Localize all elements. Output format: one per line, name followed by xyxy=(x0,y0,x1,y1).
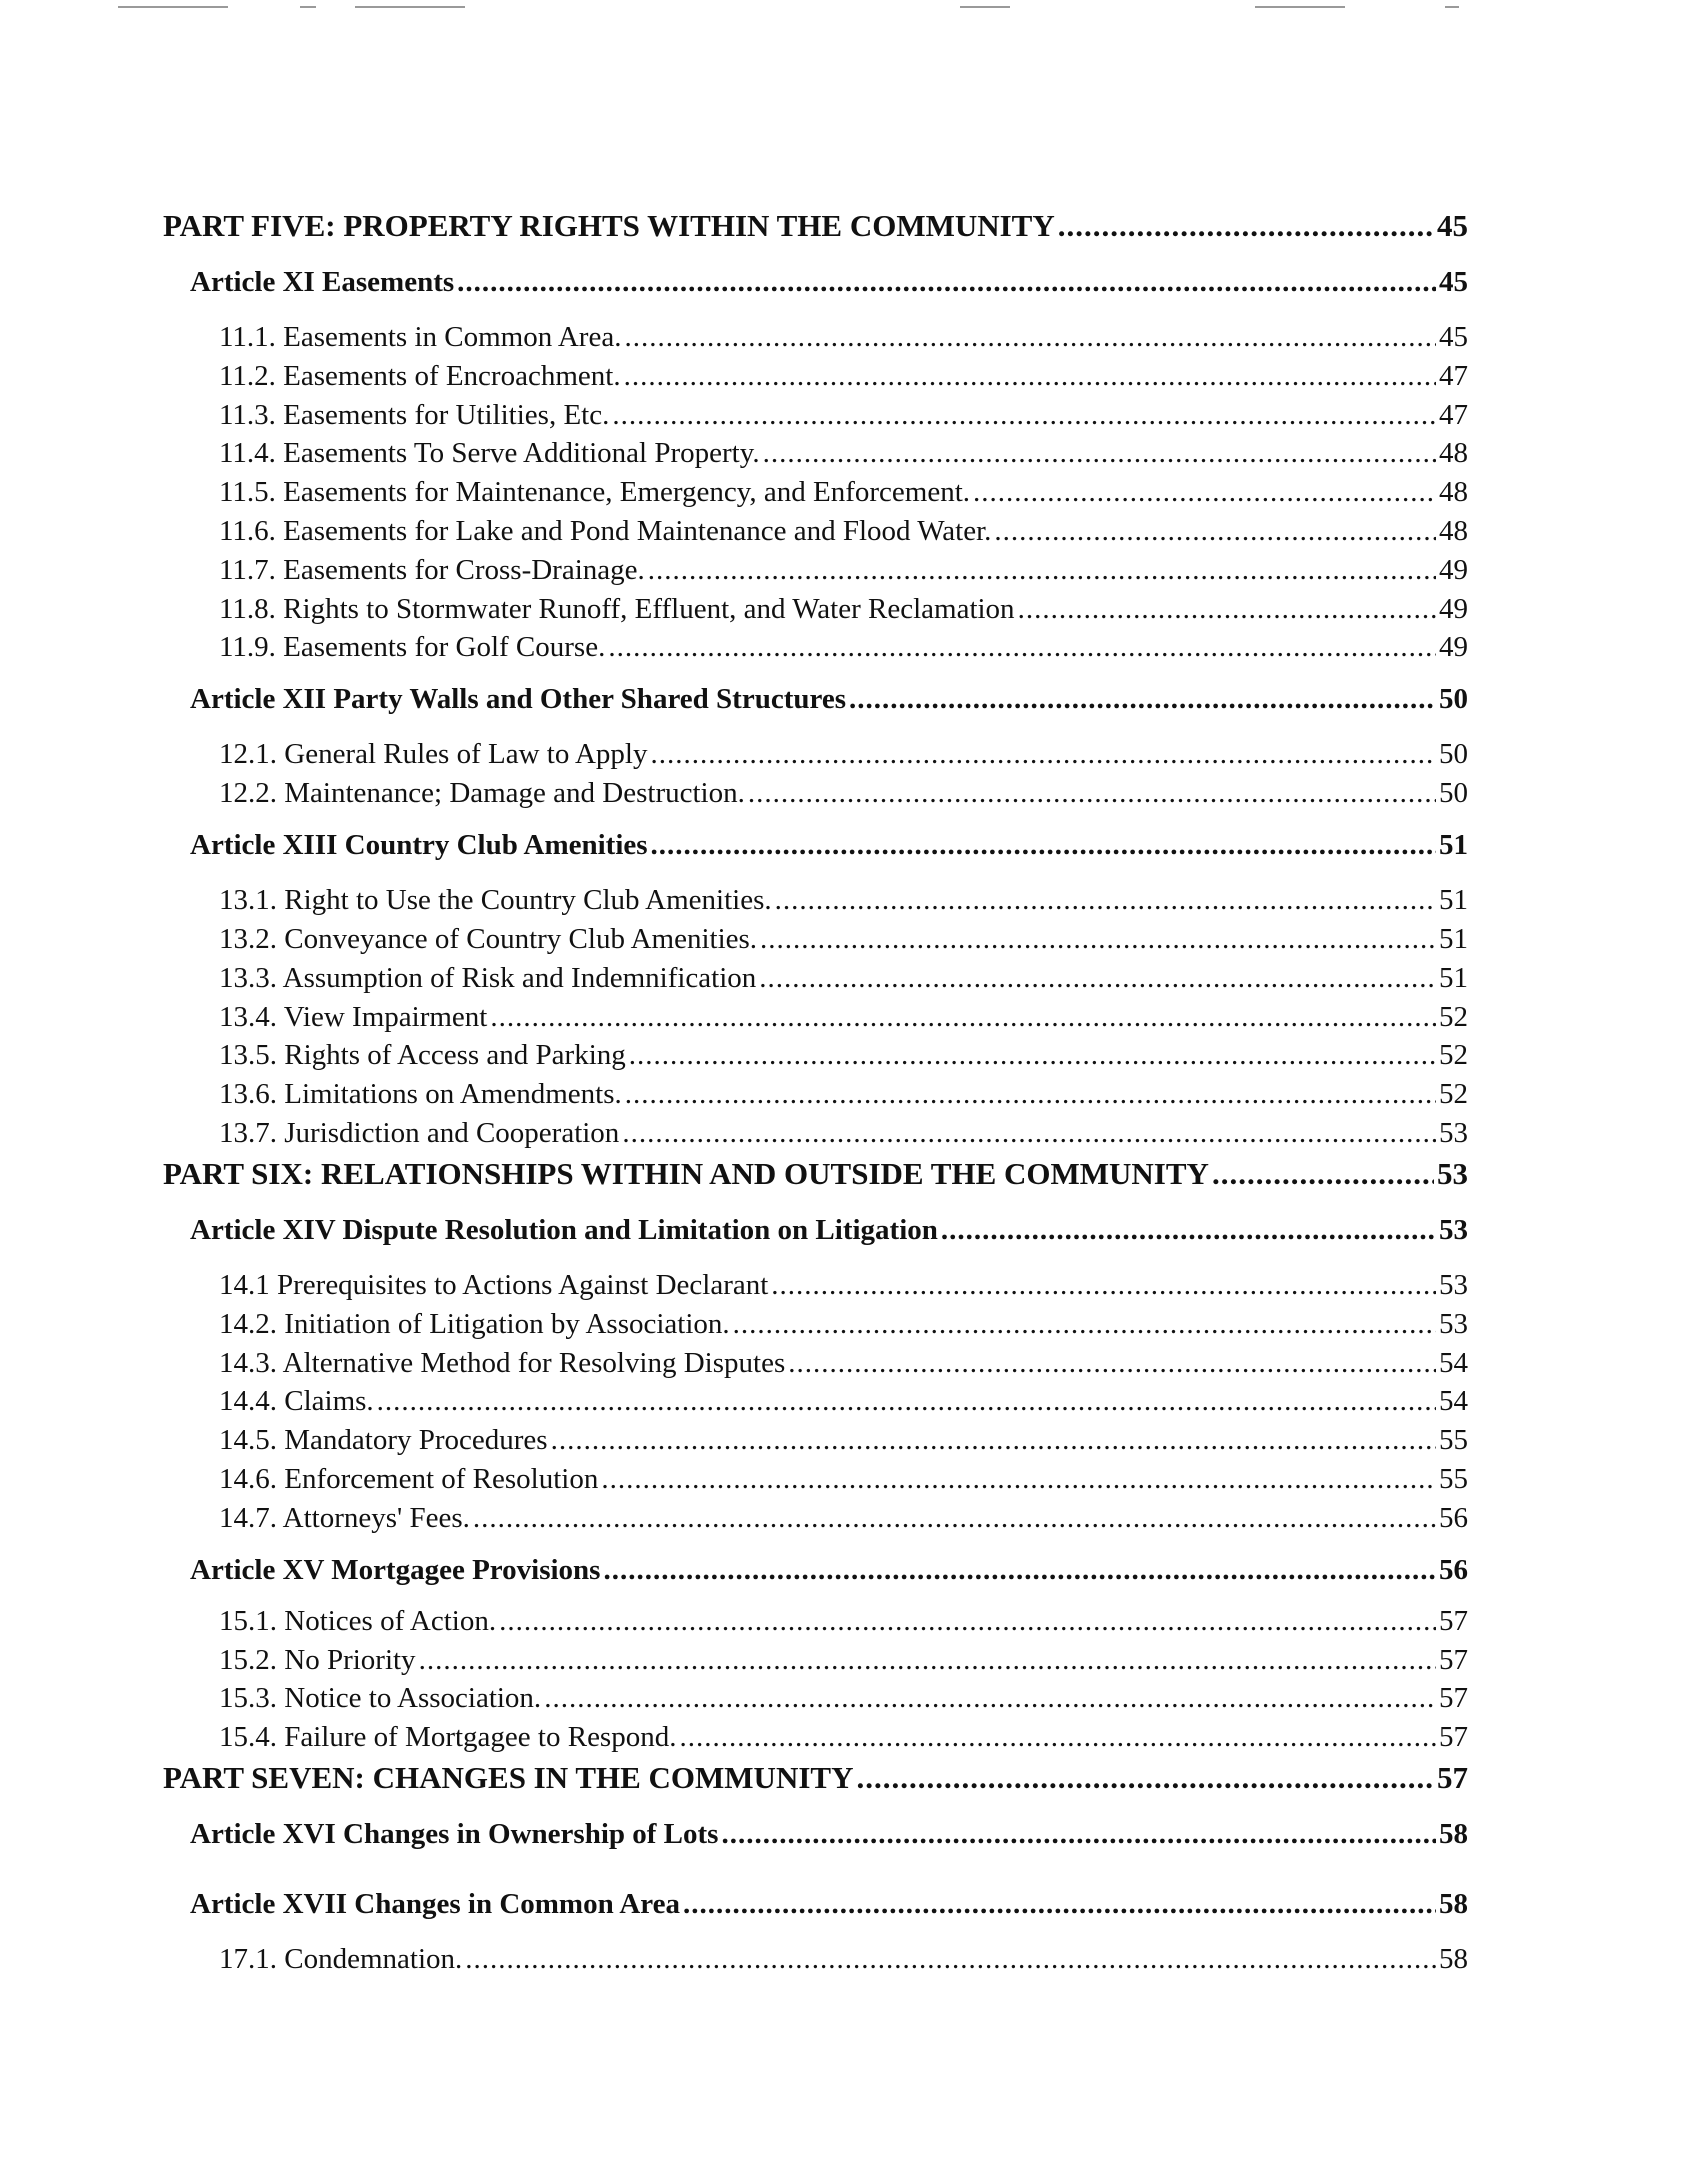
toc-label: 15.2. No Priority xyxy=(219,1643,416,1676)
dot-leader xyxy=(625,1075,1436,1113)
scan-artifacts xyxy=(0,0,1696,14)
dot-leader xyxy=(651,825,1436,865)
dot-leader xyxy=(622,1114,1436,1152)
dot-leader xyxy=(465,1940,1436,1978)
toc-section-11-9[interactable] xyxy=(163,628,1468,679)
toc-label: 15.4. Failure of Mortgagee to Respond. xyxy=(219,1721,677,1754)
dot-leader xyxy=(763,434,1436,472)
toc-article-xv[interactable] xyxy=(163,1550,1468,1602)
dot-leader xyxy=(856,1758,1434,1798)
toc-label: Article XVII Changes in Common Area xyxy=(190,1888,681,1921)
toc-page-number: 58 xyxy=(1439,1818,1468,1851)
toc-page-number: 49 xyxy=(1439,592,1468,625)
toc-label: PART FIVE: PROPERTY RIGHTS WITHIN THE COMMUNITY xyxy=(163,208,1055,243)
toc-label: Article XI Easements xyxy=(190,266,455,298)
toc-section-13-3[interactable] xyxy=(163,959,1468,998)
toc-page-number: 58 xyxy=(1439,1943,1468,1976)
toc-page-number: 47 xyxy=(1439,398,1468,431)
dot-leader xyxy=(748,774,1436,812)
toc-section-11-5[interactable] xyxy=(163,473,1468,512)
toc-label: 11.2. Easements of Encroachment. xyxy=(219,359,621,392)
toc-label: 14.4. Claims. xyxy=(219,1385,374,1418)
toc-section-15-2[interactable] xyxy=(163,1641,1468,1680)
toc-label: 13.5. Rights of Access and Parking xyxy=(219,1039,626,1072)
toc-label: 11.5. Easements for Maintenance, Emergency, and Enforcement. xyxy=(219,476,971,509)
dot-leader xyxy=(733,1305,1436,1343)
toc-label: 15.3. Notice to Association. xyxy=(219,1682,542,1715)
toc-section-14-4[interactable] xyxy=(163,1382,1468,1421)
toc-page-number: 45 xyxy=(1437,208,1468,243)
toc-part-seven[interactable] xyxy=(163,1758,1468,1814)
dot-leader xyxy=(377,1382,1436,1420)
toc-label: 13.1. Right to Use the Country Club Amenities. xyxy=(219,884,772,917)
dot-leader xyxy=(788,1344,1436,1382)
dot-leader xyxy=(490,998,1436,1036)
dot-leader xyxy=(551,1421,1436,1459)
toc-section-12-2[interactable] xyxy=(163,774,1468,825)
toc-section-13-4[interactable] xyxy=(163,998,1468,1037)
toc-page-number: 52 xyxy=(1439,1078,1468,1111)
toc-page-number: 53 xyxy=(1437,1155,1468,1191)
toc-section-11-3[interactable] xyxy=(163,396,1468,435)
toc-page-number: 54 xyxy=(1439,1385,1468,1418)
toc-label: PART SIX: RELATIONSHIPS WITHIN AND OUTSIDE THE COMMUNITY xyxy=(163,1155,1209,1191)
toc-page-number: 50 xyxy=(1439,777,1468,810)
toc-label: 14.7. Attorneys' Fees. xyxy=(219,1501,470,1534)
dot-leader xyxy=(1018,590,1436,628)
toc-article-xi[interactable] xyxy=(163,262,1468,318)
toc-label: 13.6. Limitations on Amendments. xyxy=(219,1078,622,1111)
toc-label: 11.8. Rights to Stormwater Runoff, Effluent, and Water Reclamation xyxy=(219,592,1015,625)
toc-section-15-1[interactable] xyxy=(163,1602,1468,1641)
dot-leader xyxy=(419,1641,1436,1679)
dot-leader xyxy=(603,1550,1436,1590)
toc-page-number: 56 xyxy=(1439,1501,1468,1534)
toc-page-number: 55 xyxy=(1439,1424,1468,1457)
toc-label: Article XII Party Walls and Other Shared Structures xyxy=(190,683,846,716)
toc-label: 14.6. Enforcement of Resolution xyxy=(219,1462,599,1495)
toc-section-14-1[interactable] xyxy=(163,1266,1468,1305)
toc-page-number: 51 xyxy=(1439,829,1468,862)
toc-section-11-6[interactable] xyxy=(163,512,1468,551)
dot-leader xyxy=(457,262,1436,302)
dot-leader xyxy=(1212,1154,1434,1194)
toc-label: Article XVI Changes in Ownership of Lots xyxy=(190,1818,719,1851)
toc-page-number: 48 xyxy=(1439,514,1468,547)
toc-page-number: 53 xyxy=(1439,1213,1468,1246)
toc-label: 14.5. Mandatory Procedures xyxy=(219,1424,548,1457)
toc-page-number: 48 xyxy=(1439,476,1468,509)
toc-section-17-1[interactable] xyxy=(163,1940,1468,1979)
toc-article-xvii[interactable] xyxy=(163,1884,1468,1940)
toc-section-13-6[interactable] xyxy=(163,1075,1468,1114)
dot-leader xyxy=(683,1884,1436,1924)
dot-leader xyxy=(650,735,1436,773)
toc-label: 11.6. Easements for Lake and Pond Maintenance and Flood Water. xyxy=(219,514,992,547)
toc-page-number: 49 xyxy=(1439,631,1468,664)
toc-section-11-4[interactable] xyxy=(163,434,1468,473)
toc-label: PART SEVEN: CHANGES IN THE COMMUNITY xyxy=(163,1760,854,1796)
dot-leader xyxy=(941,1210,1436,1250)
toc-label: 12.1. General Rules of Law to Apply xyxy=(219,738,648,771)
toc-page-number: 47 xyxy=(1439,359,1468,392)
toc-page-number: 57 xyxy=(1439,1604,1468,1637)
toc-article-xvi[interactable] xyxy=(163,1814,1468,1884)
toc-page-number: 45 xyxy=(1439,266,1468,298)
toc-label: Article XIV Dispute Resolution and Limitation on Litigation xyxy=(190,1213,938,1246)
toc-page-number: 48 xyxy=(1439,437,1468,470)
dot-leader xyxy=(775,881,1436,919)
toc-section-11-2[interactable] xyxy=(163,357,1468,396)
toc-article-xiv[interactable] xyxy=(163,1210,1468,1266)
toc-page-number: 57 xyxy=(1439,1682,1468,1715)
dot-leader xyxy=(721,1814,1436,1854)
toc-page-number: 50 xyxy=(1439,683,1468,716)
toc-label: 13.7. Jurisdiction and Cooperation xyxy=(219,1116,620,1149)
dot-leader xyxy=(612,396,1436,434)
toc-label: 13.3. Assumption of Risk and Indemnification xyxy=(219,961,757,994)
toc-section-15-4[interactable] xyxy=(163,1718,1468,1758)
toc-label: 13.4. View Impairment xyxy=(219,1000,488,1033)
toc-label: Article XIII Country Club Amenities xyxy=(190,829,648,862)
toc-page-number: 53 xyxy=(1439,1116,1468,1149)
toc-section-14-5[interactable] xyxy=(163,1421,1468,1460)
dot-leader xyxy=(679,1718,1436,1756)
toc-section-15-3[interactable] xyxy=(163,1679,1468,1718)
toc-label: 17.1. Condemnation. xyxy=(219,1943,463,1976)
table-of-contents xyxy=(163,206,1468,1979)
toc-label: Article XV Mortgagee Provisions xyxy=(190,1553,601,1586)
toc-article-xiii[interactable] xyxy=(163,825,1468,881)
toc-page-number: 51 xyxy=(1439,961,1468,994)
dot-leader xyxy=(473,1499,1436,1537)
dot-leader xyxy=(624,357,1436,395)
toc-section-14-7[interactable] xyxy=(163,1499,1468,1550)
dot-leader xyxy=(608,628,1436,666)
dot-leader xyxy=(994,512,1436,550)
toc-label: 14.3. Alternative Method for Resolving Disputes xyxy=(219,1346,786,1379)
toc-page-number: 53 xyxy=(1439,1307,1468,1340)
dot-leader xyxy=(544,1679,1436,1717)
toc-page-number: 57 xyxy=(1439,1643,1468,1676)
toc-label: 14.1 Prerequisites to Actions Against Declarant xyxy=(219,1268,769,1301)
toc-section-14-6[interactable] xyxy=(163,1460,1468,1499)
toc-part-five[interactable] xyxy=(163,206,1468,262)
dot-leader xyxy=(760,920,1436,958)
toc-section-14-3[interactable] xyxy=(163,1344,1468,1383)
toc-section-11-7[interactable] xyxy=(163,551,1468,590)
toc-label: 12.2. Maintenance; Damage and Destruction. xyxy=(219,777,745,810)
toc-section-12-1[interactable] xyxy=(163,735,1468,774)
toc-page-number: 52 xyxy=(1439,1000,1468,1033)
toc-label: 11.7. Easements for Cross-Drainage. xyxy=(219,553,645,586)
dot-leader xyxy=(629,1036,1436,1074)
toc-section-11-8[interactable] xyxy=(163,590,1468,629)
toc-page-number: 51 xyxy=(1439,922,1468,955)
dot-leader xyxy=(1058,206,1434,246)
dot-leader xyxy=(624,318,1436,356)
toc-label: 11.3. Easements for Utilities, Etc. xyxy=(219,398,610,431)
dot-leader xyxy=(771,1266,1436,1304)
toc-page-number: 56 xyxy=(1439,1553,1468,1586)
toc-article-xii[interactable] xyxy=(163,679,1468,735)
toc-section-13-2[interactable] xyxy=(163,920,1468,959)
toc-page-number: 45 xyxy=(1439,321,1468,353)
toc-part-six[interactable] xyxy=(163,1154,1468,1210)
toc-section-11-1[interactable] xyxy=(163,318,1468,357)
toc-label: 11.9. Easements for Golf Course. xyxy=(219,631,606,664)
toc-page-number: 53 xyxy=(1439,1268,1468,1301)
dot-leader xyxy=(601,1460,1436,1498)
toc-page-number: 58 xyxy=(1439,1888,1468,1921)
toc-page-number: 49 xyxy=(1439,553,1468,586)
toc-page-number: 50 xyxy=(1439,738,1468,771)
toc-page-number: 51 xyxy=(1439,884,1468,917)
toc-page-number: 57 xyxy=(1437,1760,1468,1796)
toc-section-13-1[interactable] xyxy=(163,881,1468,920)
dot-leader xyxy=(499,1602,1436,1640)
toc-label: 14.2. Initiation of Litigation by Association. xyxy=(219,1307,730,1340)
dot-leader xyxy=(759,959,1436,997)
toc-page-number: 52 xyxy=(1439,1039,1468,1072)
dot-leader xyxy=(973,473,1436,511)
dot-leader xyxy=(648,551,1436,589)
toc-label: 11.1. Easements in Common Area. xyxy=(219,321,622,353)
dot-leader xyxy=(849,679,1436,719)
toc-section-13-5[interactable] xyxy=(163,1036,1468,1075)
toc-label: 11.4. Easements To Serve Additional Property. xyxy=(219,437,760,470)
toc-label: 15.1. Notices of Action. xyxy=(219,1604,497,1637)
toc-label: 13.2. Conveyance of Country Club Amenities. xyxy=(219,922,758,955)
toc-section-13-7[interactable] xyxy=(163,1114,1468,1154)
toc-page-number: 57 xyxy=(1439,1721,1468,1754)
toc-section-14-2[interactable] xyxy=(163,1305,1468,1344)
toc-page-number: 54 xyxy=(1439,1346,1468,1379)
toc-page-number: 55 xyxy=(1439,1462,1468,1495)
